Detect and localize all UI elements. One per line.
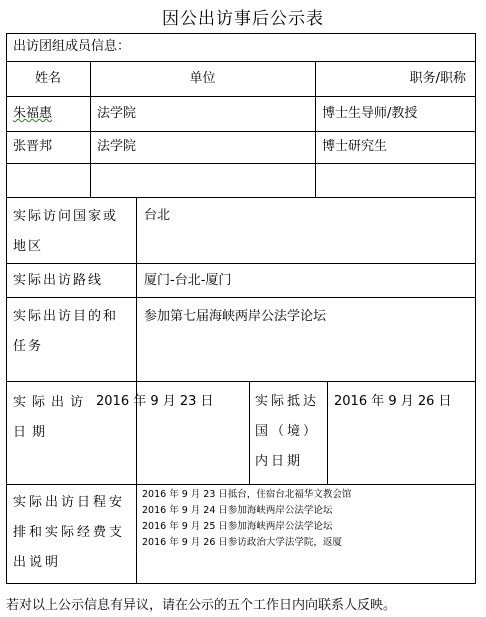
row-divider [6, 197, 476, 198]
visit-country-value: 台北 [144, 208, 171, 223]
schedule-item: 2016 年 9 月 25 日参加海峡两岸公法学论坛 [142, 521, 333, 532]
member-position: 博士研究生 [322, 139, 388, 154]
row-divider [6, 96, 476, 97]
col-divider [327, 381, 328, 484]
row-divider [6, 297, 476, 298]
visit-route-value: 厦门-台北-厦门 [144, 273, 232, 288]
departure-date-label: 实际出访日期 [13, 395, 90, 440]
row-divider [6, 163, 476, 164]
return-date-value: 2016 年 9 月 26 日 [334, 394, 452, 409]
member-name: 朱福惠 [13, 106, 53, 121]
schedule-item: 2016 年 9 月 24 日参加海峡两岸公法学论坛 [142, 505, 333, 516]
member-position: 博士生导师/教授 [322, 106, 418, 121]
departure-date-value: 2016 年 9 月 23 日 [96, 394, 214, 409]
schedule-item: 2016 年 9 月 23 日抵台，住宿台北福华文教会馆 [142, 489, 352, 500]
footer-note: 若对以上公示信息有异议，请在公示的五个工作日内向联系人反映。 [6, 598, 397, 613]
member-name: 张晋邦 [13, 139, 53, 154]
col-divider [249, 381, 250, 484]
form-title: 因公出访事后公示表 [162, 9, 324, 29]
visit-purpose-label: 实际出访目的和任务 [13, 309, 119, 354]
schedule-label: 实际出访日程安排和实际经费支出说明 [13, 495, 126, 570]
row-divider [6, 61, 476, 62]
column-header-name: 姓名 [34, 71, 61, 86]
row-divider [6, 131, 476, 132]
col-divider [136, 197, 137, 584]
row-divider [6, 381, 476, 382]
row-divider [6, 484, 476, 485]
visit-purpose-value: 参加第七届海峡两岸公法学论坛 [144, 309, 327, 324]
member-unit: 法学院 [97, 139, 137, 154]
visit-route-label: 实际出访路线 [13, 273, 104, 288]
column-header-position: 职务/职称 [409, 71, 466, 86]
return-date-label: 实际抵达国（境）内日期 [255, 394, 320, 469]
visit-country-label: 实际访问国家或地区 [13, 209, 119, 254]
member-unit: 法学院 [97, 106, 137, 121]
column-header-unit: 单位 [189, 71, 216, 86]
members-section-header: 出访团组成员信息： [13, 39, 131, 54]
row-divider [6, 263, 476, 264]
schedule-item: 2016 年 9 月 26 日参访政治大学法学院，返厦 [142, 537, 342, 548]
